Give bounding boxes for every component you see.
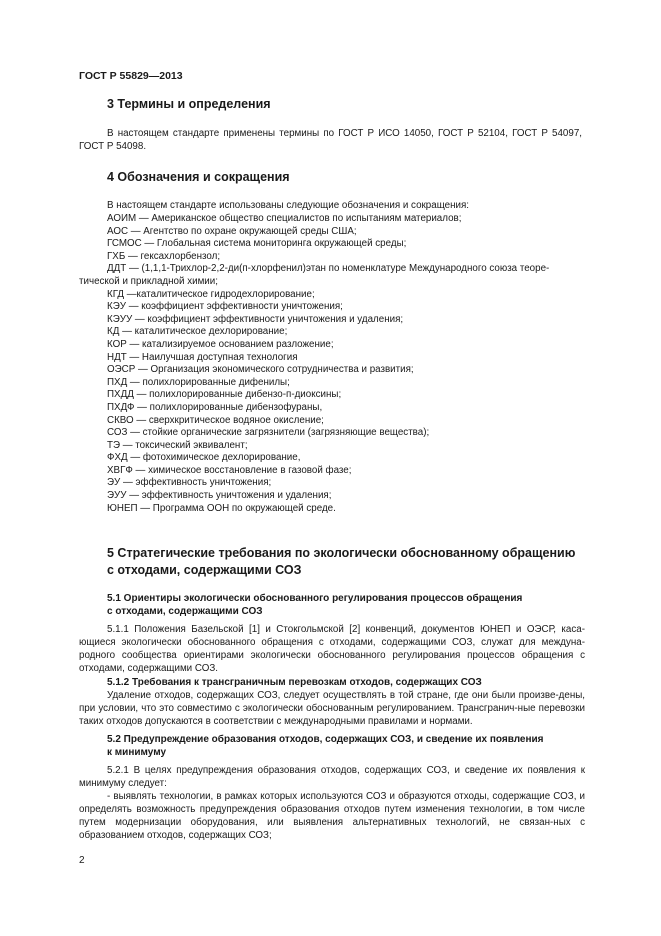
list-item: ФХД — фотохимическое дехлорирование, xyxy=(107,452,301,464)
list-item: тической и прикладной химии; xyxy=(79,275,218,287)
list-item: ГХБ — гексахлорбензол; xyxy=(107,250,221,262)
page-number: 2 xyxy=(79,855,85,866)
list-item: ХВГФ — химическое восстановление в газовой фазе; xyxy=(107,464,352,476)
list-item: ОЭСР — Организация экономического сотрудничества и развития; xyxy=(107,364,414,376)
section-3-title: 3 Термины и определения xyxy=(107,97,271,111)
list-item: СОЗ — стойкие органические загрязнители (загрязняющие вещества); xyxy=(107,427,430,439)
section-3-text: В настоящем стандарте применены термины по ГОСТ Р ИСО 14050, ГОСТ Р 52104, ГОСТ Р 54097, ГОСТ Р 54098. xyxy=(79,128,582,152)
list-item: КД — каталитическое дехлорирование; xyxy=(107,326,288,338)
section-5-2-1-text: 5.2.1 В целях предупреждения образования отходов, содержащих СОЗ, и сведение их появления к минимуму следует: xyxy=(79,765,585,789)
list-item: АОС — Агентство по охране окружающей среды США; xyxy=(107,225,357,237)
section-5-1-title-line1: 5.1 Ориентиры экологически обоснованного регулирования процессов обращения xyxy=(107,593,523,604)
list-item: КОР — катализируемое основанием разложение; xyxy=(107,338,334,350)
section-5-1-2-text: Удаление отходов, содержащих СОЗ, следует осуществлять в той стране, где они были произве-дены, при условии, что это совместимо с экологически обоснованным регулированием. Трансгранич-ные перевозки таких отходов допускаются в соответствии с международными правилами и нормами. xyxy=(79,690,585,727)
section-5-2-title-line1: 5.2 Предупреждение образования отходов, содержащих СОЗ, и сведение их появления xyxy=(107,734,544,745)
list-item: ГСМОС — Глобальная система мониторинга окружающей среды; xyxy=(107,238,407,250)
list-item: КЭУУ — коэффициент эффективности уничтожения и удаления; xyxy=(107,313,404,325)
section-5-title-line1: 5 Стратегические требования по экологически обоснованному обращению xyxy=(107,546,576,560)
section-5-1-1-text: 5.1.1 Положения Базельской [1] и Стокгольмской [2] конвенций, документов ЮНЕП и ОЭСР, каса-ющиеся экологически обоснованного обращения с отходами, содержащими СОЗ, служат для междуна-родного сообщества ориентирами экологически обоснованного регулирования процессов обращения с отходами, содержащими СОЗ. xyxy=(79,624,585,674)
list-item: НДТ — Наилучшая доступная технология xyxy=(107,351,298,363)
list-item: ПХД — полихлорированные дифенилы; xyxy=(107,376,290,388)
list-item: ТЭ — токсический эквивалент; xyxy=(107,439,248,451)
section-4-intro: В настоящем стандарте использованы следующие обозначения и сокращения: xyxy=(107,200,470,211)
section-5-2-1-bullet: - выявлять технологии, в рамках которых используются СОЗ и образуются отходы, содержащие СОЗ, и определять возможность предупреждения образования отходов путем изменения технологии, в том числе путем модернизации оборудования, или выявления альтернативных технологий, не связан-ных с образованием отходов, содержащих СОЗ; xyxy=(79,791,585,841)
list-item: КГД —каталитическое гидродехлорирование; xyxy=(107,288,315,300)
abbreviation-list xyxy=(79,213,587,515)
section-5-title-line2: с отходами, содержащими СОЗ xyxy=(107,563,302,577)
list-item: ПХДФ — полихлорированные дибензофураны, xyxy=(107,401,323,413)
list-item: АОИМ — Американское общество специалистов по испытаниям материалов; xyxy=(107,213,462,224)
list-item: ПХДД — полихлорированные дибензо-п-диоксины; xyxy=(107,389,342,401)
list-item: КЭУ — коэффициент эффективности уничтожения; xyxy=(107,301,343,313)
list-item: ЮНЕП — Программа ООН по окружающей среде. xyxy=(107,502,336,514)
list-item: СКВО — сверхкритическое водяное окисление; xyxy=(107,414,324,426)
document-header: ГОСТ Р 55829—2013 xyxy=(79,70,183,82)
section-4-title: 4 Обозначения и сокращения xyxy=(107,170,290,184)
section-5-2-title-line2: к минимуму xyxy=(107,747,167,758)
list-item: ЭУ — эффективность уничтожения; xyxy=(107,477,272,489)
list-item: ДДТ — (1,1,1-Трихлор-2,2-ди(п-хлорфенил)этан по номенклатуре Международного союза теоре- xyxy=(107,263,550,275)
list-item: ЭУУ — эффективность уничтожения и удаления; xyxy=(107,490,332,502)
section-5-1-title-line2: с отходами, содержащими СОЗ xyxy=(107,606,263,617)
section-5-1-2-title: 5.1.2 Требования к трансграничным перевозкам отходов, содержащих СОЗ xyxy=(107,677,482,688)
